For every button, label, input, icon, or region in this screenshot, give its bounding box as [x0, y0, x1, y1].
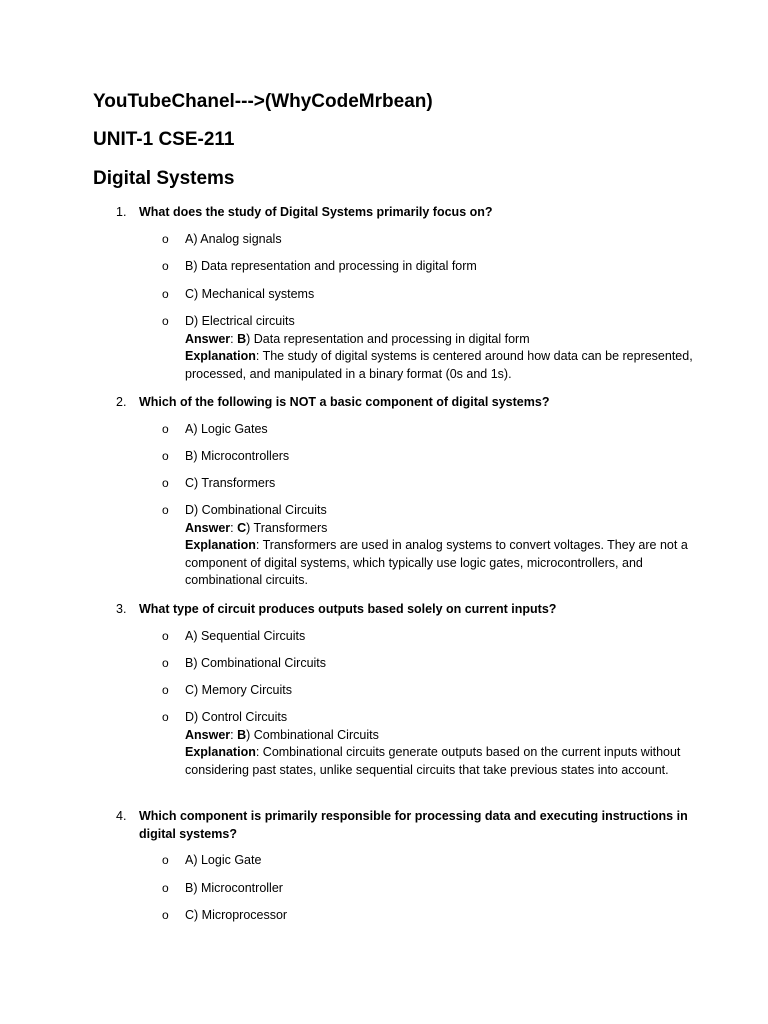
question-text: What does the study of Digital Systems primarily focus on? [139, 205, 493, 219]
question-2 [116, 393, 706, 411]
option-item [162, 475, 702, 493]
option-with-answer [185, 709, 702, 779]
question-text: Which component is primarily responsible for processing data and executing instructions in digital systems? [139, 809, 688, 841]
option-item [162, 421, 702, 439]
option-text: C) Transformers [185, 476, 276, 490]
option-item [162, 502, 702, 590]
option-item [162, 907, 702, 925]
answer-text: ) Combinational Circuits [246, 727, 379, 742]
answer-line: Answer: C) Transformers [185, 520, 328, 535]
bullet-icon: o [162, 629, 169, 643]
answer-text: ) Data representation and processing in digital form [246, 331, 530, 346]
option-text: A) Logic Gate [185, 853, 262, 867]
option-text: C) Memory Circuits [185, 683, 292, 697]
option-text: D) Control Circuits [185, 710, 288, 724]
answer-text: ) Transformers [246, 520, 328, 535]
explanation-label: Explanation [185, 538, 256, 552]
option-text: C) Mechanical systems [185, 287, 315, 301]
option-with-answer [185, 502, 702, 590]
bullet-icon: o [162, 314, 169, 328]
bullet-icon: o [162, 476, 169, 490]
option-item [162, 628, 702, 646]
bullet-icon: o [162, 259, 169, 273]
option-item [162, 852, 702, 870]
option-text: A) Analog signals [185, 232, 282, 246]
option-text: C) Microprocessor [185, 908, 288, 922]
question-number: 3. [116, 602, 127, 616]
channel-heading: YouTubeChanel--->(WhyCodeMrbean) [93, 91, 433, 112]
option-text: A) Sequential Circuits [185, 629, 306, 643]
question-4 [116, 807, 706, 843]
bullet-icon: o [162, 422, 169, 436]
option-item [162, 231, 702, 249]
explanation-text: : Combinational circuits generate outputs based on the current inputs without considering past states, unlike sequential circuits that take previous states into account. [185, 745, 681, 777]
option-item [162, 286, 702, 304]
bullet-icon: o [162, 503, 169, 517]
explanation-line [185, 744, 702, 779]
explanation-line [185, 537, 702, 590]
question-text: Which of the following is NOT a basic component of digital systems? [139, 395, 550, 409]
option-text: B) Microcontrollers [185, 449, 290, 463]
option-with-answer [185, 313, 702, 383]
explanation-text: : The study of digital systems is centered around how data can be represented, processed, and manipulated in a binary format (0s and 1s). [185, 349, 693, 381]
question-number: 4. [116, 809, 127, 823]
bullet-icon: o [162, 656, 169, 670]
option-item [162, 709, 702, 779]
question-text: What type of circuit produces outputs based solely on current inputs? [139, 602, 557, 616]
bullet-icon: o [162, 710, 169, 724]
answer-label: Answer [185, 727, 231, 742]
option-item [162, 682, 702, 700]
bullet-icon: o [162, 881, 169, 895]
bullet-icon: o [162, 853, 169, 867]
question-1 [116, 203, 706, 221]
bullet-icon: o [162, 908, 169, 922]
bullet-icon: o [162, 683, 169, 697]
option-text: D) Combinational Circuits [185, 503, 327, 517]
explanation-line [185, 348, 702, 383]
explanation-label: Explanation [185, 745, 256, 759]
option-text: B) Microcontroller [185, 881, 283, 895]
answer-letter: B [237, 727, 247, 742]
option-item [162, 258, 702, 276]
bullet-icon: o [162, 287, 169, 301]
answer-label: Answer [185, 331, 231, 346]
option-text: B) Combinational Circuits [185, 656, 327, 670]
answer-letter: B [237, 331, 247, 346]
option-text: A) Logic Gates [185, 422, 268, 436]
option-item [162, 313, 702, 383]
unit-heading: UNIT-1 CSE-211 [93, 129, 235, 150]
page-title: Digital Systems [93, 168, 235, 189]
answer-line: Answer: B) Data representation and processing in digital form [185, 331, 530, 346]
bullet-icon: o [162, 232, 169, 246]
option-item [162, 655, 702, 673]
answer-line: Answer: B) Combinational Circuits [185, 727, 379, 742]
option-text: B) Data representation and processing in digital form [185, 259, 477, 273]
explanation-label: Explanation [185, 349, 256, 363]
answer-letter: C [237, 520, 247, 535]
question-3 [116, 600, 706, 618]
option-text: D) Electrical circuits [185, 314, 295, 328]
question-number: 1. [116, 205, 127, 219]
option-item [162, 880, 702, 898]
option-item [162, 448, 702, 466]
explanation-text: : Transformers are used in analog systems to convert voltages. They are not a component of digital systems, which typically use logic gates, microcontrollers, and combinational circuits. [185, 538, 688, 587]
answer-label: Answer [185, 520, 231, 535]
question-number: 2. [116, 395, 127, 409]
bullet-icon: o [162, 449, 169, 463]
